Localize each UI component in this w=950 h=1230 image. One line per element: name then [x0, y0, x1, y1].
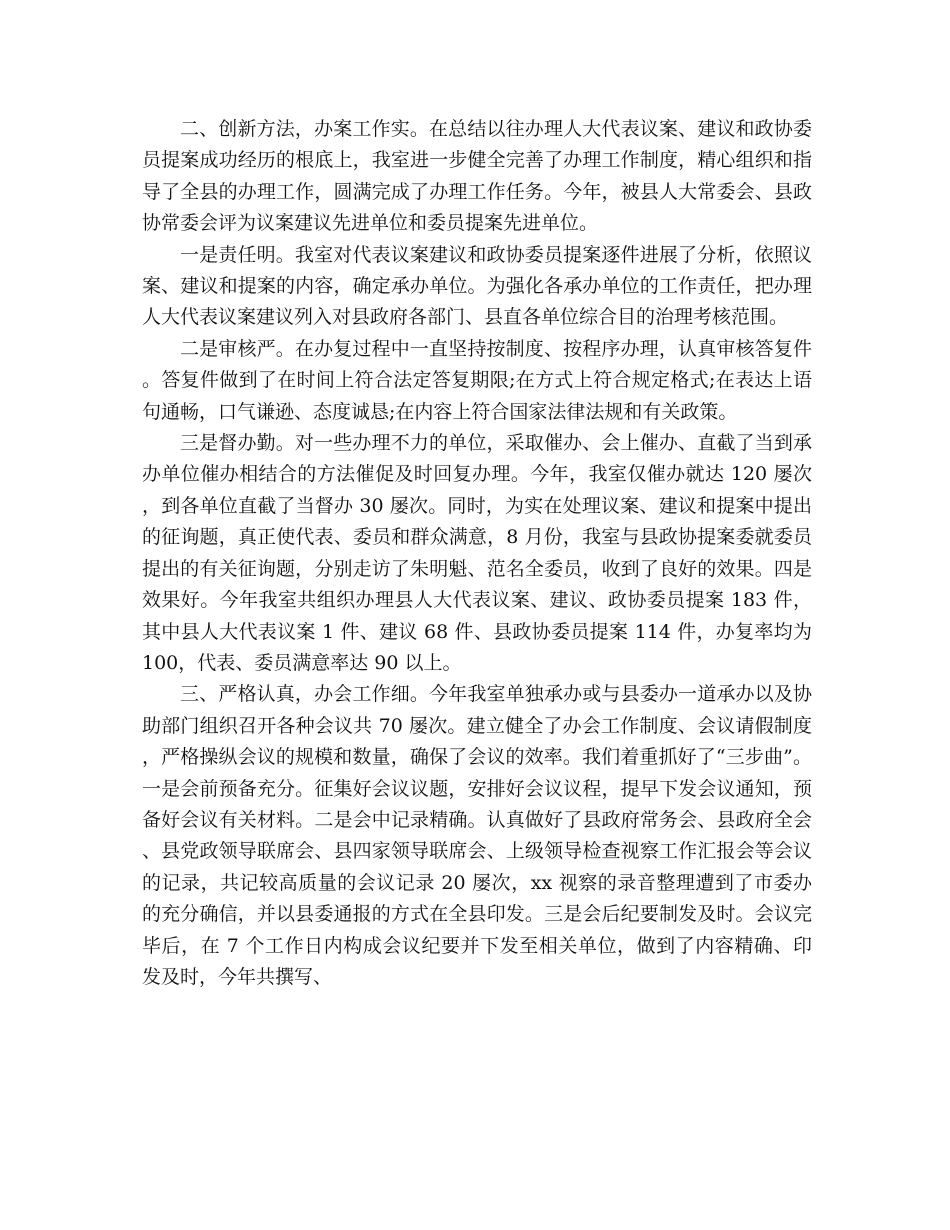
paragraph-strict-review: 二是审核严。在办复过程中一直坚持按制度、按程序办理，认真审核答复件。答复件做到了在时间上符合法定答复期限;在方式上符合规定格式;在表达上语句通畅，口气谦逊、态度诚恳;在内容上符合国家法律法规和有关政策。 — [142, 337, 812, 423]
paragraph-meeting-work: 三、严格认真，办会工作细。今年我室单独承办或与县委办一道承办以及协助部门组织召开各种会议共 70 屡次。建立健全了办会工作制度、会议请假制度，严格操纵会议的规模和数量，确保了会议的效率。我们着重抓好了“三步曲”。一是会前预备充分。征集好会议议题，安排好会议议程，提早下发会议通知，预备好会议有关材料。二是会中记录精确。认真做好了县政府常务会、县政府全会、县党政领导联席会、县四家领导联席会、上级领导检查视察工作汇报会等会议的记录，共记较高质量的会议记录 20 屡次，xx 视察的录音整理遭到了市委办的充分确信，并以县委通报的方式在全县印发。三是会后纪要制发及时。会议完毕后，在 7 个工作日内构成会议纪要并下发至相关单位，做到了内容精确、印发及时，今年共撰写、 — [142, 683, 812, 988]
paragraph-diligent-supervision: 三是督办勤。对一些办理不力的单位，采取催办、会上催办、直截了当到承办单位催办相结合的方法催促及时回复办理。今年，我室仅催办就达 120 屡次，到各单位直截了当督办 30 屡次。同时，为实在处理议案、建议和提案中提出的征询题，真正使代表、委员和群众满意，8 月份，我室与县政协提案委就委员提出的有关征询题，分别走访了朱明魁、范名全委员，收到了良好的效果。四是效果好。今年我室共组织办理县人大代表议案、建议、政协委员提案 183 件，其中县人大代表议案 1 件、建议 68 件、县政协委员提案 114 件，办复率均为 100，代表、委员满意率达 90 以上。 — [142, 432, 812, 674]
paragraph-clear-responsibility: 一是责任明。我室对代表议案建议和政协委员提案逐件进展了分析，依照议案、建议和提案的内容，确定承办单位。为强化各承办单位的工作责任，把办理人大代表议案建议列入对县政府各部门、县直各单位综合目的治理考核范围。 — [142, 243, 812, 329]
paragraph-innovation-methods: 二、创新方法，办案工作实。在总结以往办理人大代表议案、建议和政协委员提案成功经历的根底上，我室进一步健全完善了办理工作制度，精心组织和指导了全县的办理工作，圆满完成了办理工作任务。今年，被县人大常委会、县政协常委会评为议案建议先进单位和委员提案先进单位。 — [142, 118, 812, 235]
document-body — [142, 114, 812, 993]
